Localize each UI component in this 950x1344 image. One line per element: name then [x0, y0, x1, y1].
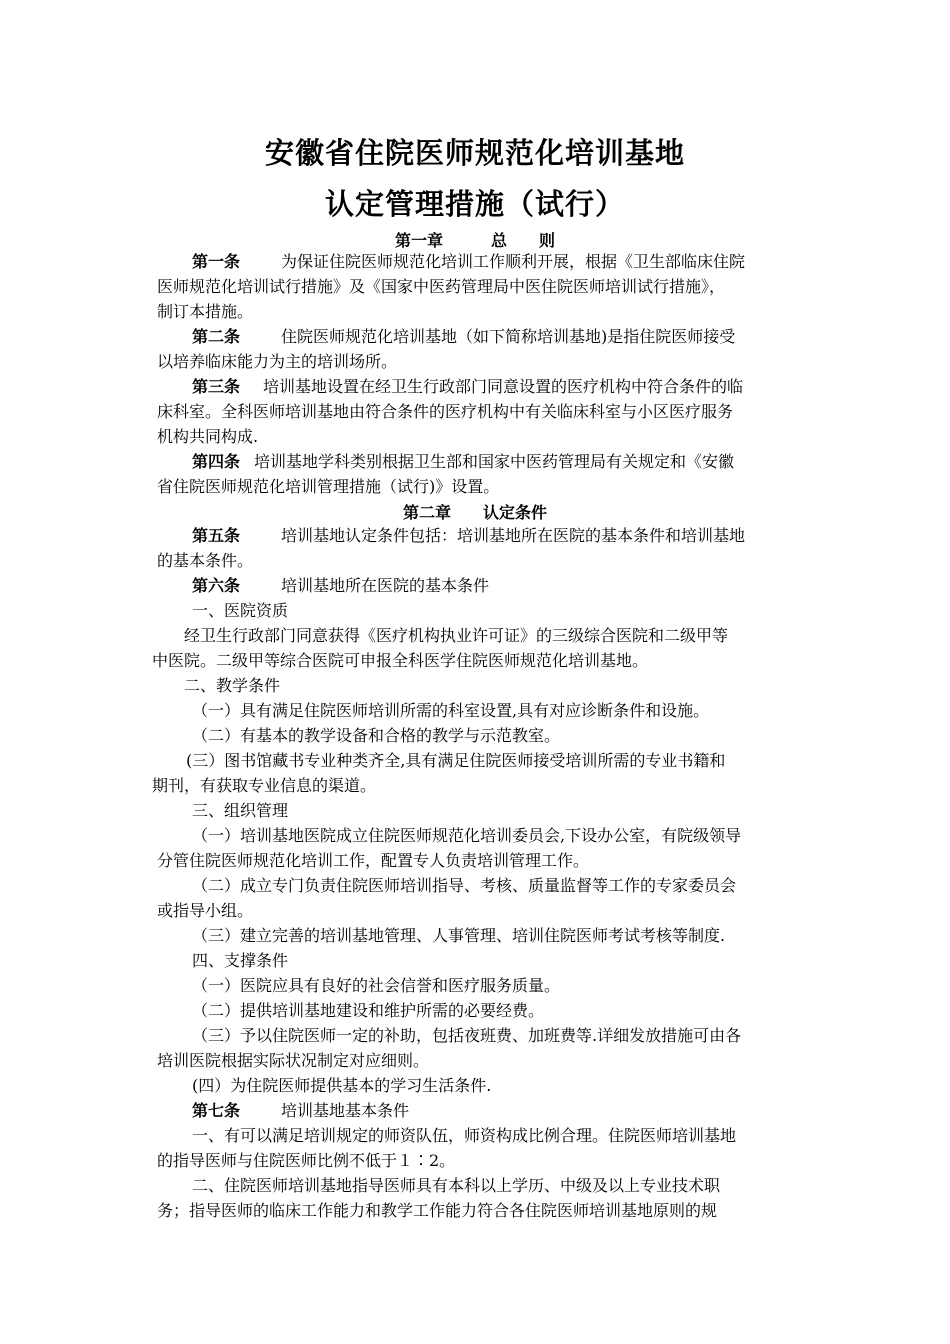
article-label: 第一条	[192, 252, 241, 271]
paragraph-line: 一、有可以满足培训规定的师资队伍，师资构成比例合理。住院医师培训基地	[192, 1126, 737, 1145]
article-text: 为保证住院医师规范化培训工作顺利开展，根据《卫生部临床住院	[281, 252, 746, 271]
list-item: （二）提供培训基地建设和维护所需的必要经费。	[192, 1001, 545, 1020]
list-item-continuation: 培训医院根据实际状况制定对应细则。	[157, 1051, 430, 1070]
list-item: (四）为住院医师提供基本的学习生活条件.	[192, 1076, 492, 1095]
article-text: 医师规范化培训试行措施》及《国家中医药管理局中医住院医师培训试行措施》，	[157, 277, 726, 296]
article-label: 第五条	[192, 526, 241, 545]
chapter-heading-2: 第二章 认定条件	[402, 503, 547, 522]
list-item: （三）予以住院医师一定的补助，包括夜班费、加班费等.详细发放措施可由各	[192, 1026, 742, 1045]
article-label: 第六条	[192, 576, 241, 595]
article-label: 第四条	[192, 452, 241, 471]
article-text: 制订本措施。	[157, 302, 254, 321]
article-text: 机构共同构成.	[157, 427, 259, 446]
list-item: （一）具有满足住院医师培训所需的科室设置,具有对应诊断条件和设施。	[192, 701, 710, 720]
paragraph-line: 经卫生行政部门同意获得《医疗机构执业许可证》的三级综合医院和二级甲等	[184, 626, 729, 645]
list-item-continuation: 分管住院医师规范化培训工作，配置专人负责培训管理工作。	[157, 851, 590, 870]
list-item: （一）医院应具有良好的社会信誉和医疗服务质量。	[192, 976, 561, 995]
article-label: 第二条	[192, 327, 241, 346]
paragraph-line: 中医院。二级甲等综合医院可申报全科医学住院医师规范化培训基地。	[152, 651, 649, 670]
article-label: 第七条	[192, 1101, 241, 1120]
list-item: （二）成立专门负责住院医师培训指导、考核、质量监督等工作的专家委员会	[192, 876, 737, 895]
paragraph-line: 务；指导医师的临床工作能力和教学工作能力符合各住院医师培训基地原则的规	[157, 1201, 718, 1220]
article-text: 床科室。全科医师培训基地由符合条件的医疗机构中有关临床科室与小区医疗服务	[157, 402, 734, 421]
article-text: 住院医师规范化培训基地（如下简称培训基地)是指住院医师接受	[281, 327, 736, 346]
list-item: （二）有基本的教学设备和合格的教学与示范教室。	[192, 726, 561, 745]
list-item: （三）建立完善的培训基地管理、人事管理、培训住院医师考试考核等制度.	[192, 926, 726, 945]
article-text: 培训基地学科类别根据卫生部和国家中医药管理局有关规定和《安徽	[254, 452, 735, 471]
section-heading: 三、组织管理	[192, 801, 289, 820]
document-title-line1: 安徽省住院医师规范化培训基地	[264, 136, 685, 170]
article-text: 培训基地设置在经卫生行政部门同意设置的医疗机构中符合条件的临	[263, 377, 744, 396]
section-heading: 一、医院资质	[192, 601, 289, 620]
document-title-line2: 认定管理措施（试行）	[324, 187, 625, 221]
article-text: 培训基地认定条件包括：培训基地所在医院的基本条件和培训基地	[281, 526, 746, 545]
paragraph-line: 的指导医师与住院医师比例不低于１∶2。	[157, 1151, 456, 1170]
article-label: 第三条	[192, 377, 241, 396]
section-heading: 二、教学条件	[184, 676, 281, 695]
article-text: 培训基地基本条件	[281, 1101, 410, 1120]
section-heading: 四、支撑条件	[192, 951, 289, 970]
article-text: 以培养临床能力为主的培训场所。	[157, 352, 398, 371]
list-item: (三）图书馆藏书专业种类齐全,具有满足住院医师接受培训所需的专业书籍和	[186, 751, 726, 770]
list-item: （一）培训基地医院成立住院医师规范化培训委员会,下设办公室，有院级领导	[192, 826, 742, 845]
article-text: 省住院医师规范化培训管理措施（试行)》设置。	[157, 477, 500, 496]
article-text: 的基本条件。	[157, 551, 254, 570]
chapter-heading-1: 第一章 总 则	[394, 231, 555, 250]
list-item-continuation: 期刊，有获取专业信息的渠道。	[152, 776, 377, 795]
list-item-continuation: 或指导小组。	[157, 901, 254, 920]
article-text: 培训基地所在医院的基本条件	[281, 576, 490, 595]
paragraph-line: 二、住院医师培训基地指导医师具有本科以上学历、中级及以上专业技术职	[192, 1176, 721, 1195]
